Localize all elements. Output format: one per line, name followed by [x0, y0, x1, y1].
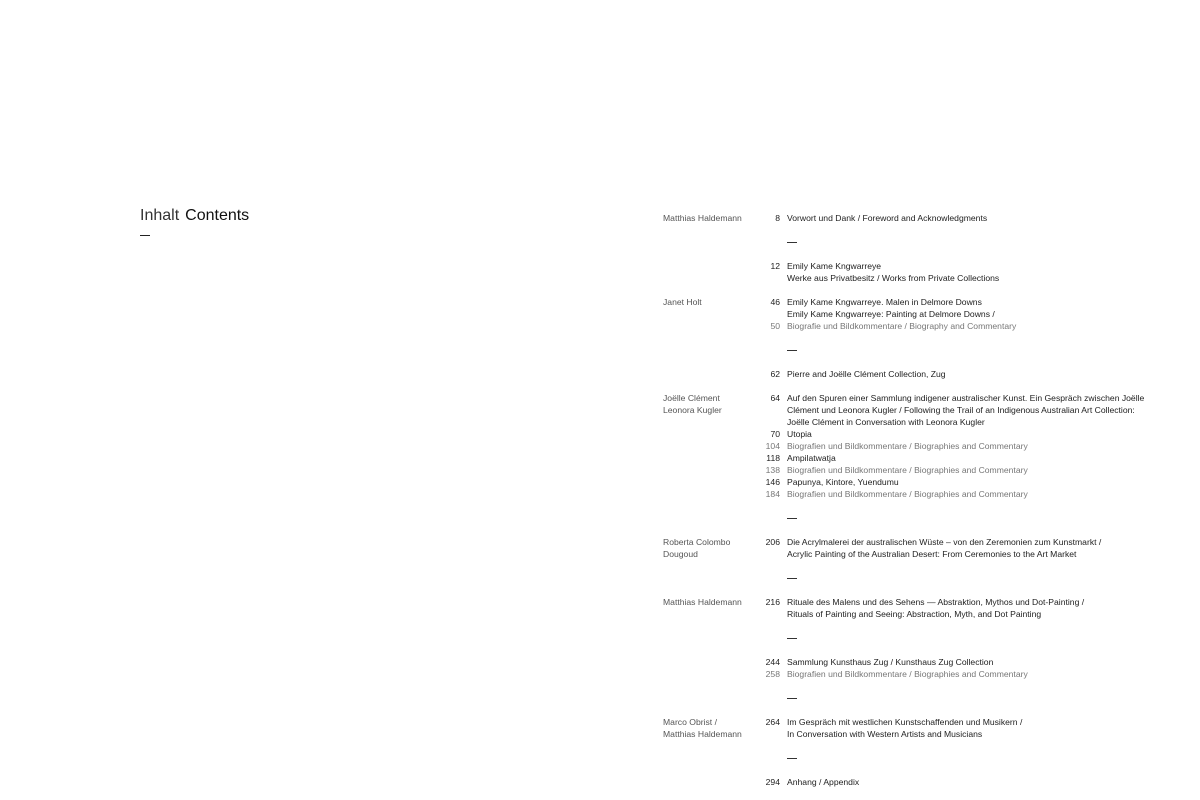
toc-row [753, 212, 1163, 224]
toc-items [753, 368, 1163, 380]
page-number: 70 [770, 429, 780, 439]
page-number: 216 [765, 597, 780, 607]
toc-author [663, 392, 753, 500]
toc-title [787, 476, 1163, 488]
toc-title [787, 536, 1163, 560]
toc-title-line: Im Gespräch mit westlichen Kunstschaffenden und Musikern / [787, 717, 1023, 727]
toc-row [753, 596, 1163, 620]
toc-row [753, 368, 1163, 380]
toc-title [787, 320, 1163, 332]
toc-title [787, 668, 1163, 680]
toc-title-line: Biografien und Bildkommentare / Biographies and Commentary [787, 465, 1028, 475]
toc-title-line: Emily Kame Kngwarreye: Painting at Delmore Downs / [787, 309, 995, 319]
toc-title [787, 212, 1163, 224]
toc-title [787, 656, 1163, 668]
toc-title-line: Anhang / Appendix [787, 777, 860, 787]
toc-row [753, 452, 1163, 464]
page-number: 46 [770, 297, 780, 307]
page-number: 62 [770, 369, 780, 379]
contents-heading [140, 206, 249, 236]
toc-title-line: In Conversation with Western Artists and Musicians [787, 729, 983, 739]
toc-title-line: Clément und Leonora Kugler / Following the Trail of an Indigenous Australian Art Collection: [787, 405, 1135, 415]
toc-title-line: Pierre and Joëlle Clément Collection, Zug [787, 369, 946, 379]
section-divider [787, 572, 1163, 584]
toc-title-line: Emily Kame Kngwarreye [787, 261, 882, 271]
toc-row [753, 320, 1163, 332]
section-divider [787, 512, 1163, 524]
page-number: 206 [765, 537, 780, 547]
divider-dash [787, 350, 797, 351]
toc-title [787, 452, 1163, 464]
toc-title [787, 368, 1163, 380]
toc-row [753, 668, 1163, 680]
page-number: 138 [765, 465, 780, 475]
section-divider [787, 236, 1163, 248]
toc-title-line: Emily Kame Kngwarreye. Malen in Delmore Downs [787, 297, 982, 307]
toc-items [753, 296, 1163, 332]
page-number: 64 [770, 393, 780, 403]
toc-author [663, 368, 753, 380]
toc-row [753, 464, 1163, 476]
toc-row [753, 776, 1163, 788]
toc-title [787, 596, 1163, 620]
toc-entry [663, 212, 1163, 224]
toc-title [787, 440, 1163, 452]
toc-author [663, 656, 753, 680]
toc-author [663, 776, 753, 788]
toc-title-line: Biografien und Bildkommentare / Biographies and Commentary [787, 669, 1028, 679]
toc-row [753, 656, 1163, 668]
toc-row [753, 296, 1163, 320]
toc-items [753, 536, 1163, 560]
author-name-line: Janet Holt [663, 297, 702, 307]
toc-title-line: Papunya, Kintore, Yuendumu [787, 477, 899, 487]
author-name-line: Leonora Kugler [663, 405, 722, 415]
toc-title-line: Rituale des Malens und des Sehens — Abstraktion, Mythos und Dot-Painting / [787, 597, 1085, 607]
toc-items [753, 776, 1163, 788]
toc-entry [663, 776, 1163, 788]
author-name-line: Matthias Haldemann [663, 213, 742, 223]
toc-entry [663, 716, 1163, 740]
author-name-line: Dougoud [663, 549, 698, 559]
toc-author [663, 536, 753, 560]
toc-title-line: Auf den Spuren einer Sammlung indigener australischer Kunst. Ein Gespräch zwischen Joëlle [787, 393, 1145, 403]
toc-title-line: Acrylic Painting of the Australian Desert: From Ceremonies to the Art Market [787, 549, 1077, 559]
toc-items [753, 212, 1163, 224]
page-number: 118 [766, 453, 780, 463]
toc-title-line: Werke aus Privatbesitz / Works from Private Collections [787, 273, 1000, 283]
author-name-line: Matthias Haldemann [663, 729, 742, 739]
section-divider [787, 344, 1163, 356]
toc-title [787, 776, 1163, 788]
toc-title-line: Joëlle Clément in Conversation with Leonora Kugler [787, 417, 985, 427]
toc-author [663, 596, 753, 620]
toc-row [753, 716, 1163, 740]
toc-row [753, 440, 1163, 452]
toc-entry [663, 260, 1163, 284]
toc-author [663, 296, 753, 332]
toc-entry [663, 296, 1163, 332]
toc-title [787, 464, 1163, 476]
toc-title [787, 260, 1163, 284]
toc-row [753, 488, 1163, 500]
page-number: 146 [765, 477, 780, 487]
toc-title-line: Vorwort und Dank / Foreword and Acknowledgments [787, 213, 988, 223]
page-number: 104 [765, 441, 780, 451]
toc-items [753, 656, 1163, 680]
toc-title-line: Die Acrylmalerei der australischen Wüste – von den Zeremonien zum Kunstmarkt / [787, 537, 1102, 547]
toc-row [753, 392, 1163, 428]
toc-items [753, 716, 1163, 740]
toc-title-line: Biografie und Bildkommentare / Biography and Commentary [787, 321, 1017, 331]
divider-dash [787, 242, 797, 243]
toc-items [753, 596, 1163, 620]
toc-row [753, 260, 1163, 284]
toc-row [753, 536, 1163, 560]
page-number: 12 [770, 261, 780, 271]
author-name-line: Matthias Haldemann [663, 597, 742, 607]
page-number: 8 [775, 213, 780, 223]
divider-dash [787, 638, 797, 639]
toc-author [663, 212, 753, 224]
table-of-contents [663, 212, 1163, 800]
author-name-line: Marco Obrist / [663, 717, 717, 727]
toc-title-line: Ampilatwatja [787, 453, 836, 463]
page-number: 50 [770, 321, 780, 331]
toc-title-line: Sammlung Kunsthaus Zug / Kunsthaus Zug Collection [787, 657, 994, 667]
toc-entry [663, 656, 1163, 680]
toc-title [787, 392, 1163, 428]
section-divider [787, 632, 1163, 644]
page-title [140, 206, 249, 226]
divider-dash [787, 698, 797, 699]
page-number: 184 [765, 489, 780, 499]
toc-entry [663, 392, 1163, 500]
title-underline [140, 235, 150, 236]
toc-title [787, 488, 1163, 500]
page-number: 264 [765, 717, 780, 727]
toc-title-line: Biografien und Bildkommentare / Biographies and Commentary [787, 489, 1028, 499]
toc-title-line: Utopia [787, 429, 812, 439]
section-divider [787, 692, 1163, 704]
toc-author [663, 716, 753, 740]
toc-items [753, 260, 1163, 284]
toc-title [787, 428, 1163, 440]
toc-title-line: Rituals of Painting and Seeing: Abstraction, Myth, and Dot Painting [787, 609, 1042, 619]
toc-entry [663, 536, 1163, 560]
toc-author [663, 260, 753, 284]
toc-entry [663, 368, 1163, 380]
toc-row [753, 428, 1163, 440]
toc-row [753, 476, 1163, 488]
divider-dash [787, 518, 797, 519]
toc-title-line: Biografien und Bildkommentare / Biographies and Commentary [787, 441, 1028, 451]
author-name-line: Roberta Colombo [663, 537, 731, 547]
toc-items [753, 392, 1163, 500]
page-number: 258 [765, 669, 780, 679]
page-number: 244 [765, 657, 780, 667]
toc-title [787, 716, 1163, 740]
divider-dash [787, 578, 797, 579]
toc-entry [663, 596, 1163, 620]
title-german: Inhalt [140, 207, 180, 224]
title-english: Contents [185, 207, 250, 224]
toc-title [787, 296, 1163, 320]
author-name-line: Joëlle Clément [663, 393, 720, 403]
page-number: 294 [765, 777, 780, 787]
section-divider [787, 752, 1163, 764]
